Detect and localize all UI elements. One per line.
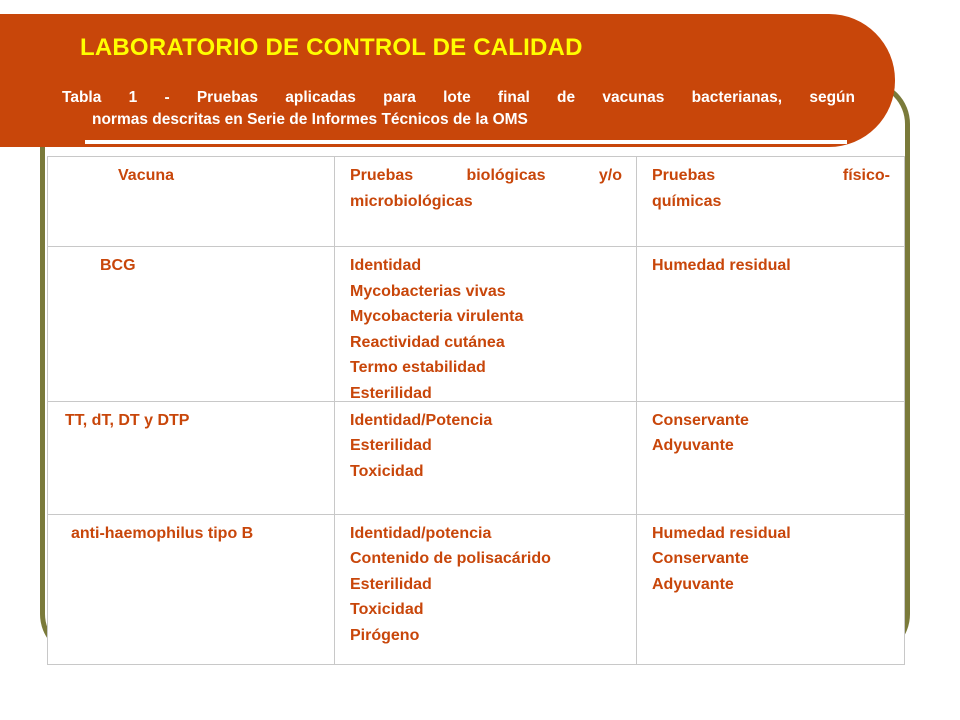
cell-fisicoquimicas: Humedad residual xyxy=(637,247,905,402)
table-row xyxy=(48,514,905,664)
cell-fisicoquimicas: Humedad residual Conservante Adyuvante xyxy=(637,514,905,664)
cell-biologicas: Identidad Mycobacterias vivas Mycobacteria virulenta Reactividad cutánea Termo estabilidad Esterilidad xyxy=(335,247,637,402)
table-row xyxy=(48,247,905,402)
table-caption xyxy=(62,87,855,131)
cell-vacuna: TT, dT, DT y DTP xyxy=(48,401,335,514)
header-vacuna: Vacuna xyxy=(48,157,335,247)
page-title: LABORATORIO DE CONTROL DE CALIDAD xyxy=(80,34,583,61)
caption-underline xyxy=(85,140,847,144)
header-pruebas-fisicoquimicas: Pruebas físico- químicas xyxy=(637,157,905,247)
table-header-row xyxy=(48,157,905,247)
cell-vacuna: anti-haemophilus tipo B xyxy=(48,514,335,664)
header-banner xyxy=(0,14,895,147)
table-caption-line-1: Tabla 1 - Pruebas aplicadas para lote final de vacunas bacterianas, según xyxy=(62,89,855,106)
header-pruebas-biologicas: Pruebas biológicas y/o microbiológicas xyxy=(335,157,637,247)
cell-biologicas: Identidad/potencia Contenido de polisacárido Esterilidad Toxicidad Pirógeno xyxy=(335,514,637,664)
cell-vacuna: BCG xyxy=(48,247,335,402)
cell-fisicoquimicas: Conservante Adyuvante xyxy=(637,401,905,514)
vaccine-tests-table xyxy=(47,156,905,665)
table-caption-line-2: normas descritas en Serie de Informes Técnicos de la OMS xyxy=(92,111,528,128)
table-row xyxy=(48,401,905,514)
cell-biologicas: Identidad/Potencia Esterilidad Toxicidad xyxy=(335,401,637,514)
